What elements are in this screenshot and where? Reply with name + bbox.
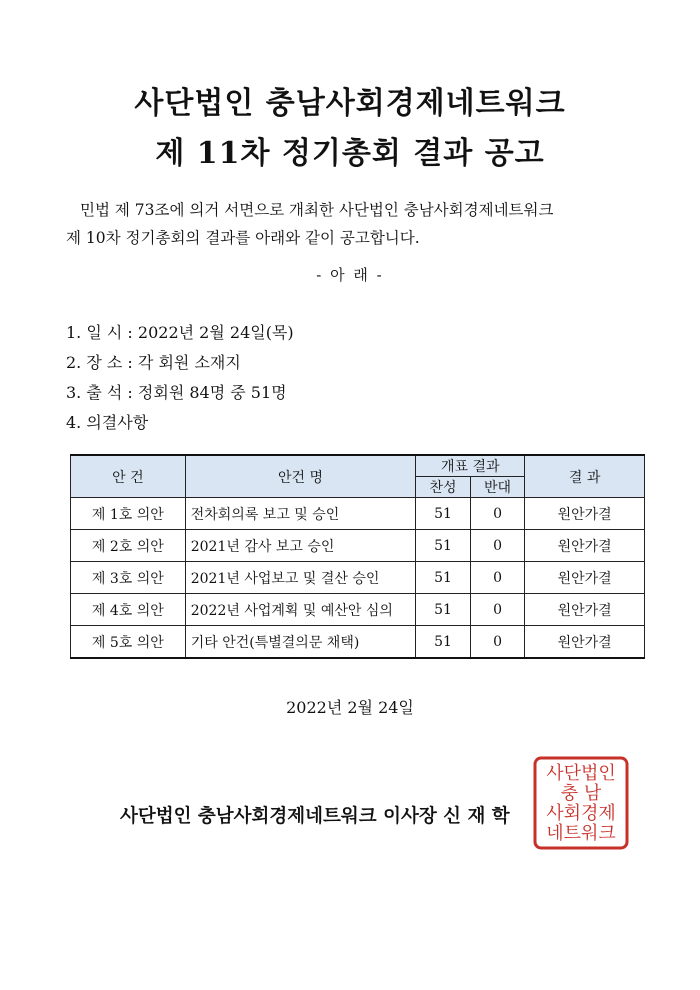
seal-text-line: 사단법인	[546, 763, 616, 784]
intro-line-2: 제 10차 정기총회의 결과를 아래와 같이 공고합니다.	[66, 229, 420, 247]
results-table	[70, 454, 645, 659]
cell-result: 원안가결	[525, 530, 645, 562]
seal-text-line: 사회경제	[546, 803, 616, 824]
cell-agenda-name: 2022년 사업계획 및 예산안 심의	[185, 594, 416, 626]
item-resolutions: 4. 의결사항	[66, 413, 149, 432]
table-row	[71, 562, 645, 594]
cell-result: 원안가결	[525, 562, 645, 594]
seal-stamp-icon	[532, 755, 630, 851]
header-agenda-name: 안건 명	[185, 455, 416, 498]
title-line-1: 사단법인 충남사회경제네트워크	[134, 86, 566, 121]
header-agenda: 안 건	[71, 455, 186, 498]
item-attendance: 3. 출 석 : 정회원 84명 중 51명	[66, 383, 287, 402]
cell-agenda-no: 제 4호 의안	[71, 594, 186, 626]
signature-line: 사단법인 충남사회경제네트워크 이사장 신 재 학	[120, 806, 510, 827]
cell-agenda-name: 전차회의록 보고 및 승인	[185, 498, 416, 530]
cell-result: 원안가결	[525, 594, 645, 626]
cell-no: 0	[470, 530, 524, 562]
seal-text-line: 네트워크	[546, 823, 616, 844]
table-row	[71, 530, 645, 562]
cell-agenda-name: 2021년 사업보고 및 결산 승인	[185, 562, 416, 594]
intro-line-1: 민법 제 73조에 의거 서면으로 개최한 사단법인 충남사회경제네트워크	[80, 201, 554, 219]
header-vote: 개표 결과	[416, 455, 525, 477]
table-row	[71, 594, 645, 626]
header-no: 반대	[470, 477, 524, 498]
item-place: 2. 장 소 : 각 회원 소재지	[66, 353, 241, 372]
cell-yes: 51	[416, 530, 471, 562]
cell-agenda-name: 기타 안건(특별결의문 채택)	[185, 626, 416, 659]
items-list	[66, 318, 294, 438]
cell-no: 0	[470, 562, 524, 594]
cell-yes: 51	[416, 594, 471, 626]
table-row	[71, 498, 645, 530]
cell-result: 원안가결	[525, 626, 645, 659]
cell-yes: 51	[416, 562, 471, 594]
cell-agenda-no: 제 2호 의안	[71, 530, 186, 562]
intro-paragraph	[66, 196, 646, 252]
official-seal	[532, 755, 630, 851]
cell-no: 0	[470, 498, 524, 530]
cell-agenda-no: 제 5호 의안	[71, 626, 186, 659]
cell-agenda-name: 2021년 감사 보고 승인	[185, 530, 416, 562]
cell-agenda-no: 제 3호 의안	[71, 562, 186, 594]
header-yes: 찬성	[416, 477, 471, 498]
cell-yes: 51	[416, 626, 471, 659]
cell-no: 0	[470, 626, 524, 659]
header-result: 결 과	[525, 455, 645, 498]
cell-yes: 51	[416, 498, 471, 530]
table-row	[71, 626, 645, 659]
notice-date: 2022년 2월 24일	[286, 698, 414, 717]
seal-text-line: 충 남	[560, 783, 602, 804]
cell-result: 원안가결	[525, 498, 645, 530]
item-date: 1. 일 시 : 2022년 2월 24일(목)	[66, 323, 294, 342]
title-line-2: 제 11차 정기총회 결과 공고	[155, 136, 545, 171]
cell-no: 0	[470, 594, 524, 626]
cell-agenda-no: 제 1호 의안	[71, 498, 186, 530]
separator: - 아 래 -	[316, 266, 384, 284]
